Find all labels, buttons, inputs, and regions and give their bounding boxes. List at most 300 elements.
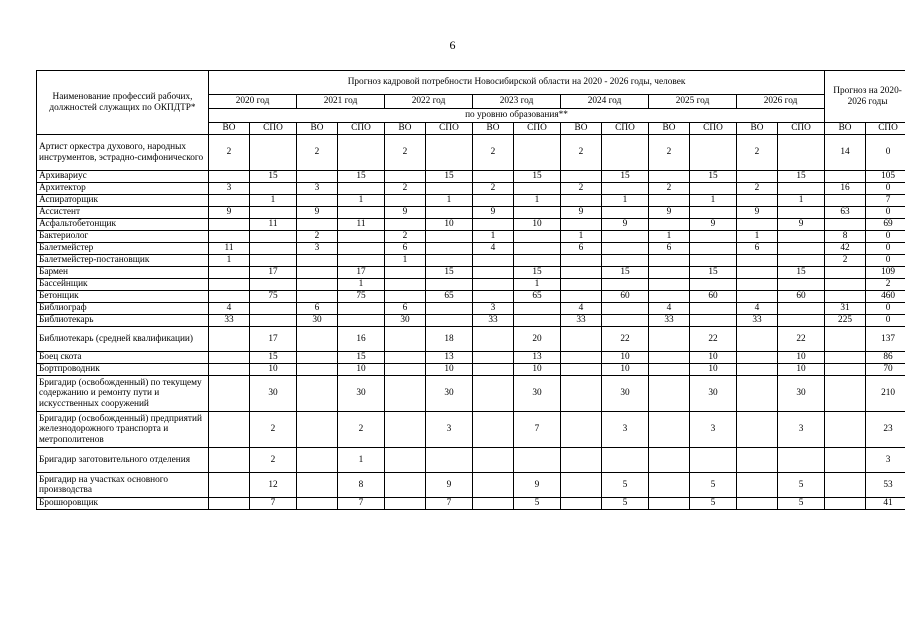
value-spo: 2 <box>338 412 385 448</box>
value-vo <box>473 364 514 376</box>
value-spo: 7 <box>250 498 297 510</box>
value-spo <box>602 448 649 473</box>
value-spo: 1 <box>514 279 561 291</box>
table-row <box>37 291 905 303</box>
value-spo: 10 <box>514 219 561 231</box>
value-spo: 30 <box>426 376 473 412</box>
value-vo <box>297 219 338 231</box>
value-spo: 9 <box>690 219 737 231</box>
value-spo: 20 <box>514 327 561 352</box>
value-spo <box>778 135 825 171</box>
value-vo <box>473 327 514 352</box>
header-year: 2025 год <box>649 95 737 109</box>
table-body <box>37 135 905 510</box>
value-spo: 15 <box>338 171 385 183</box>
value-spo <box>778 255 825 267</box>
value-vo <box>473 291 514 303</box>
value-vo <box>825 498 866 510</box>
value-spo: 17 <box>250 327 297 352</box>
forecast-table <box>36 70 905 510</box>
value-spo <box>338 315 385 327</box>
value-vo <box>561 364 602 376</box>
value-vo <box>385 364 426 376</box>
value-vo: 2 <box>825 255 866 267</box>
value-spo <box>690 183 737 195</box>
value-vo <box>561 255 602 267</box>
value-vo <box>473 473 514 498</box>
value-vo <box>737 171 778 183</box>
value-vo <box>737 412 778 448</box>
value-vo: 4 <box>473 243 514 255</box>
value-spo: 10 <box>426 364 473 376</box>
value-vo: 1 <box>737 231 778 243</box>
value-vo: 9 <box>473 207 514 219</box>
value-vo <box>297 412 338 448</box>
value-vo <box>825 195 866 207</box>
header-vo: ВО <box>737 123 778 135</box>
value-vo <box>385 195 426 207</box>
value-vo: 1 <box>473 231 514 243</box>
value-spo: 22 <box>690 327 737 352</box>
value-spo: 7 <box>426 498 473 510</box>
value-spo <box>338 303 385 315</box>
value-vo <box>737 376 778 412</box>
value-spo <box>250 243 297 255</box>
value-spo <box>514 243 561 255</box>
value-vo <box>473 219 514 231</box>
value-spo: 22 <box>778 327 825 352</box>
value-spo <box>514 303 561 315</box>
value-spo <box>690 135 737 171</box>
table-row <box>37 267 905 279</box>
value-vo <box>825 291 866 303</box>
value-vo <box>209 195 250 207</box>
value-spo: 0 <box>866 231 905 243</box>
header-vo: ВО <box>209 123 250 135</box>
value-spo: 2 <box>250 412 297 448</box>
value-spo: 7 <box>866 195 905 207</box>
value-spo: 10 <box>514 364 561 376</box>
value-spo <box>514 183 561 195</box>
value-spo: 11 <box>338 219 385 231</box>
value-vo <box>561 376 602 412</box>
value-spo: 9 <box>514 473 561 498</box>
value-vo <box>297 448 338 473</box>
header-spo: СПО <box>514 123 561 135</box>
value-vo <box>561 473 602 498</box>
profession-name: Бетонщик <box>37 291 209 303</box>
value-spo: 65 <box>514 291 561 303</box>
value-spo: 41 <box>866 498 905 510</box>
value-vo: 2 <box>297 231 338 243</box>
value-vo <box>649 364 690 376</box>
value-spo <box>690 279 737 291</box>
value-spo <box>338 183 385 195</box>
header-level-caption: по уровню образования** <box>209 109 825 123</box>
value-spo: 210 <box>866 376 905 412</box>
value-spo <box>426 243 473 255</box>
value-spo: 3 <box>426 412 473 448</box>
value-spo: 10 <box>338 364 385 376</box>
value-spo: 1 <box>778 195 825 207</box>
value-vo <box>385 376 426 412</box>
value-vo: 42 <box>825 243 866 255</box>
header-forecast-title: Прогноз кадровой потребности Новосибирской области на 2020 - 2026 годы, человек <box>209 71 825 95</box>
value-spo <box>778 183 825 195</box>
header-year: 2026 год <box>737 95 825 109</box>
value-spo: 1 <box>250 195 297 207</box>
value-spo: 8 <box>338 473 385 498</box>
value-vo <box>473 352 514 364</box>
value-vo: 33 <box>473 315 514 327</box>
value-vo <box>737 448 778 473</box>
value-vo <box>825 376 866 412</box>
table-row <box>37 135 905 171</box>
profession-name: Архивариус <box>37 171 209 183</box>
profession-name: Асфальтобетонщик <box>37 219 209 231</box>
value-spo <box>602 255 649 267</box>
value-spo: 3 <box>778 412 825 448</box>
value-spo: 2 <box>250 448 297 473</box>
value-vo <box>385 327 426 352</box>
value-spo: 5 <box>514 498 561 510</box>
value-vo: 2 <box>649 135 690 171</box>
value-spo: 1 <box>338 448 385 473</box>
value-vo <box>473 171 514 183</box>
value-vo: 4 <box>209 303 250 315</box>
value-vo <box>561 352 602 364</box>
value-spo <box>690 231 737 243</box>
value-vo <box>737 473 778 498</box>
value-spo: 60 <box>690 291 737 303</box>
value-spo <box>602 207 649 219</box>
value-spo <box>778 243 825 255</box>
value-spo <box>778 448 825 473</box>
value-vo <box>297 352 338 364</box>
profession-name: Ассистент <box>37 207 209 219</box>
value-vo <box>825 219 866 231</box>
profession-name: Архитектор <box>37 183 209 195</box>
value-vo: 4 <box>649 303 690 315</box>
value-spo: 3 <box>866 448 905 473</box>
value-spo: 30 <box>602 376 649 412</box>
value-vo <box>649 327 690 352</box>
value-vo: 9 <box>297 207 338 219</box>
value-vo: 30 <box>297 315 338 327</box>
value-vo <box>737 219 778 231</box>
value-vo <box>825 352 866 364</box>
value-spo <box>426 231 473 243</box>
value-spo: 5 <box>690 473 737 498</box>
value-spo <box>602 315 649 327</box>
value-spo <box>602 231 649 243</box>
header-spo: СПО <box>250 123 297 135</box>
value-vo <box>825 327 866 352</box>
value-vo: 2 <box>209 135 250 171</box>
value-spo: 13 <box>514 352 561 364</box>
table-row <box>37 448 905 473</box>
value-spo <box>778 207 825 219</box>
value-vo <box>561 219 602 231</box>
value-vo <box>737 195 778 207</box>
table-row <box>37 327 905 352</box>
header-vo: ВО <box>297 123 338 135</box>
value-spo <box>778 279 825 291</box>
value-vo: 6 <box>385 303 426 315</box>
value-vo <box>209 327 250 352</box>
table-row <box>37 364 905 376</box>
value-spo: 22 <box>602 327 649 352</box>
value-spo <box>690 255 737 267</box>
value-spo: 75 <box>338 291 385 303</box>
header-year: 2020 год <box>209 95 297 109</box>
profession-name: Артист оркестра духового, народных инструментов, эстрадно-симфонического <box>37 135 209 171</box>
value-spo: 7 <box>338 498 385 510</box>
value-vo <box>737 267 778 279</box>
value-spo <box>250 303 297 315</box>
value-spo: 9 <box>426 473 473 498</box>
value-spo <box>338 243 385 255</box>
value-vo: 33 <box>737 315 778 327</box>
value-spo <box>690 243 737 255</box>
value-spo <box>426 448 473 473</box>
value-vo <box>297 473 338 498</box>
value-vo <box>649 219 690 231</box>
value-vo <box>649 412 690 448</box>
value-vo <box>825 267 866 279</box>
value-vo <box>561 448 602 473</box>
value-spo: 460 <box>866 291 905 303</box>
value-vo <box>297 171 338 183</box>
value-spo <box>690 207 737 219</box>
header-vo: ВО <box>561 123 602 135</box>
value-vo <box>297 364 338 376</box>
value-spo: 18 <box>426 327 473 352</box>
value-spo: 5 <box>602 498 649 510</box>
value-vo: 3 <box>209 183 250 195</box>
table-row <box>37 352 905 364</box>
value-vo: 1 <box>649 231 690 243</box>
value-spo: 53 <box>866 473 905 498</box>
value-spo <box>250 315 297 327</box>
value-spo: 10 <box>602 364 649 376</box>
value-vo: 3 <box>297 243 338 255</box>
value-vo <box>385 279 426 291</box>
value-vo <box>649 376 690 412</box>
value-spo: 3 <box>602 412 649 448</box>
value-vo: 2 <box>737 135 778 171</box>
value-vo <box>561 498 602 510</box>
value-vo: 11 <box>209 243 250 255</box>
value-vo <box>209 219 250 231</box>
value-spo: 0 <box>866 315 905 327</box>
value-vo <box>825 448 866 473</box>
profession-name: Боец скота <box>37 352 209 364</box>
table-row <box>37 207 905 219</box>
value-vo <box>297 376 338 412</box>
header-spo: СПО <box>866 123 905 135</box>
value-vo: 2 <box>649 183 690 195</box>
value-spo <box>602 183 649 195</box>
value-spo <box>690 315 737 327</box>
header-spo: СПО <box>690 123 737 135</box>
value-spo: 15 <box>778 267 825 279</box>
value-vo <box>825 364 866 376</box>
header-vo: ВО <box>473 123 514 135</box>
value-spo: 15 <box>426 267 473 279</box>
table-header <box>37 71 905 135</box>
value-spo: 15 <box>514 267 561 279</box>
value-vo: 9 <box>561 207 602 219</box>
value-spo <box>250 255 297 267</box>
value-spo: 15 <box>690 267 737 279</box>
value-spo: 9 <box>602 219 649 231</box>
value-vo <box>385 473 426 498</box>
value-spo: 5 <box>778 498 825 510</box>
value-spo: 1 <box>602 195 649 207</box>
value-spo: 60 <box>778 291 825 303</box>
value-spo <box>426 183 473 195</box>
value-vo <box>209 448 250 473</box>
value-spo <box>778 315 825 327</box>
value-vo: 33 <box>209 315 250 327</box>
value-spo <box>250 135 297 171</box>
value-vo <box>737 279 778 291</box>
value-spo: 86 <box>866 352 905 364</box>
value-vo <box>297 267 338 279</box>
header-vo: ВО <box>825 123 866 135</box>
header-spo: СПО <box>338 123 385 135</box>
table-row <box>37 195 905 207</box>
table-row <box>37 303 905 315</box>
value-vo <box>209 473 250 498</box>
value-spo: 0 <box>866 207 905 219</box>
value-vo <box>737 255 778 267</box>
value-spo: 30 <box>778 376 825 412</box>
value-vo <box>473 412 514 448</box>
value-spo: 15 <box>426 171 473 183</box>
value-vo <box>649 267 690 279</box>
value-spo: 10 <box>426 219 473 231</box>
value-vo: 3 <box>297 183 338 195</box>
value-vo <box>649 473 690 498</box>
profession-name: Библиограф <box>37 303 209 315</box>
value-vo <box>297 291 338 303</box>
value-spo <box>338 255 385 267</box>
value-spo: 1 <box>426 195 473 207</box>
value-vo <box>561 171 602 183</box>
header-year: 2021 год <box>297 95 385 109</box>
value-vo <box>649 195 690 207</box>
value-spo: 5 <box>778 473 825 498</box>
value-vo <box>737 291 778 303</box>
value-vo <box>649 171 690 183</box>
value-vo <box>209 376 250 412</box>
value-vo: 1 <box>561 231 602 243</box>
header-spo: СПО <box>426 123 473 135</box>
value-vo <box>561 412 602 448</box>
value-vo <box>209 498 250 510</box>
value-vo <box>209 267 250 279</box>
value-vo <box>385 448 426 473</box>
value-vo <box>297 279 338 291</box>
value-spo <box>250 279 297 291</box>
value-vo: 31 <box>825 303 866 315</box>
value-spo: 10 <box>778 364 825 376</box>
value-spo <box>778 303 825 315</box>
value-vo <box>209 364 250 376</box>
value-spo <box>426 303 473 315</box>
value-vo <box>737 498 778 510</box>
value-spo: 15 <box>514 171 561 183</box>
value-vo <box>649 255 690 267</box>
value-vo: 1 <box>209 255 250 267</box>
value-spo: 5 <box>602 473 649 498</box>
value-vo <box>209 279 250 291</box>
value-spo: 16 <box>338 327 385 352</box>
value-vo <box>473 376 514 412</box>
value-spo <box>602 279 649 291</box>
value-vo: 6 <box>561 243 602 255</box>
profession-name: Бактериолог <box>37 231 209 243</box>
table-row <box>37 315 905 327</box>
profession-name: Библиотекарь (средней квалификации) <box>37 327 209 352</box>
value-vo <box>649 291 690 303</box>
value-spo: 15 <box>338 352 385 364</box>
value-vo <box>473 255 514 267</box>
value-spo: 105 <box>866 171 905 183</box>
value-vo: 14 <box>825 135 866 171</box>
value-vo <box>385 267 426 279</box>
value-spo: 0 <box>866 243 905 255</box>
profession-name: Брошюровщик <box>37 498 209 510</box>
value-vo <box>385 412 426 448</box>
value-vo: 2 <box>297 135 338 171</box>
value-vo <box>825 279 866 291</box>
header-year: 2022 год <box>385 95 473 109</box>
value-vo <box>561 291 602 303</box>
value-vo <box>561 279 602 291</box>
value-spo: 75 <box>250 291 297 303</box>
profession-name: Бригадир (освобожденный) по текущему содержанию и ремонту пути и искусственных сооружений <box>37 376 209 412</box>
value-spo: 0 <box>866 183 905 195</box>
profession-name: Аспираторщик <box>37 195 209 207</box>
value-spo: 137 <box>866 327 905 352</box>
header-year: 2024 год <box>561 95 649 109</box>
value-vo <box>825 412 866 448</box>
value-vo <box>737 352 778 364</box>
value-vo: 30 <box>385 315 426 327</box>
value-spo: 13 <box>426 352 473 364</box>
value-vo: 2 <box>737 183 778 195</box>
value-spo <box>426 279 473 291</box>
table-row <box>37 255 905 267</box>
header-vo: ВО <box>649 123 690 135</box>
value-spo <box>602 303 649 315</box>
value-spo <box>426 255 473 267</box>
table-row <box>37 183 905 195</box>
value-spo: 30 <box>514 376 561 412</box>
value-vo <box>385 171 426 183</box>
value-spo: 60 <box>602 291 649 303</box>
value-vo <box>297 498 338 510</box>
value-vo <box>385 291 426 303</box>
value-vo <box>737 364 778 376</box>
value-vo <box>561 267 602 279</box>
value-vo <box>209 171 250 183</box>
value-spo <box>426 135 473 171</box>
value-spo <box>338 207 385 219</box>
